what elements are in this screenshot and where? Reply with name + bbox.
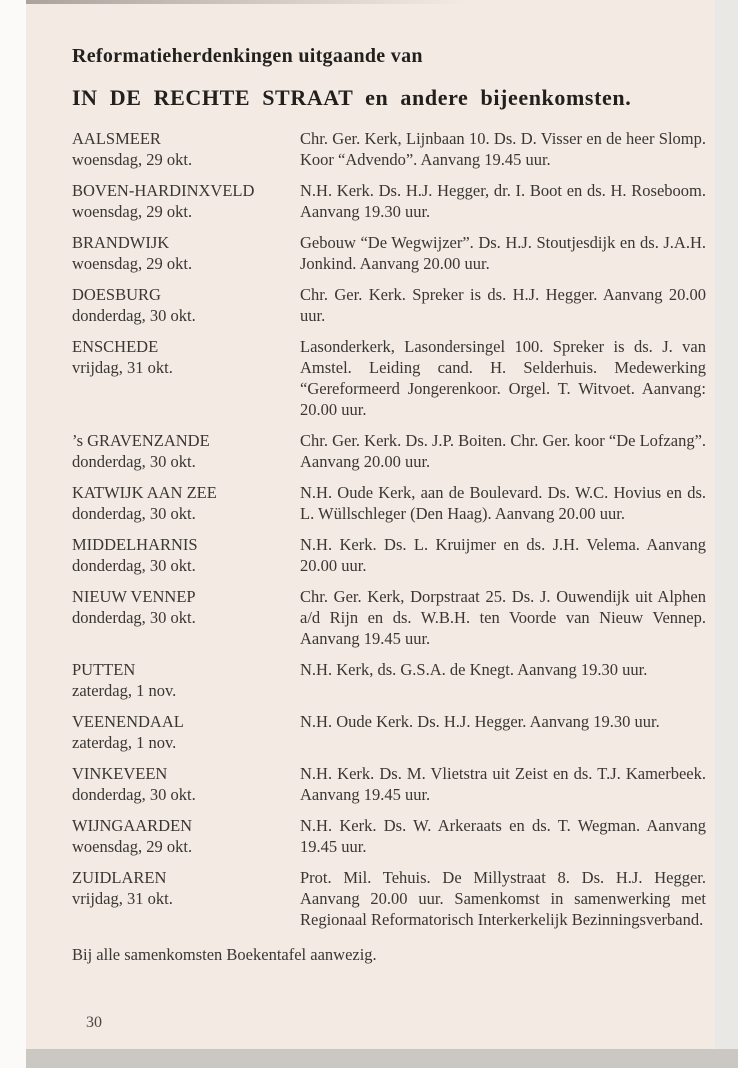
scanned-page (26, 0, 715, 1049)
event-row (72, 867, 706, 930)
event-details: N.H. Kerk. Ds. W. Arkeraats en ds. T. Wegman. Aanvang 19.45 uur. (300, 816, 706, 856)
event-row (72, 482, 706, 524)
event-left-column (72, 867, 300, 930)
event-location: ZUIDLAREN (72, 868, 167, 887)
event-left-column (72, 659, 300, 701)
scan-margin-right (715, 0, 738, 1049)
event-details: Chr. Ger. Kerk. Ds. J.P. Boiten. Chr. Ger. koor “De Lofzang”. Aanvang 20.00 uur. (300, 431, 707, 471)
event-left-column (72, 534, 300, 576)
page-number: 30 (86, 1014, 102, 1031)
event-location: ENSCHEDE (72, 337, 159, 356)
event-details: N.H. Kerk, ds. G.S.A. de Knegt. Aanvang 19.30 uur. (300, 660, 648, 679)
event-left-column (72, 336, 300, 420)
scan-edge-shadow (26, 0, 467, 4)
event-row (72, 711, 706, 753)
event-location: PUTTEN (72, 660, 136, 679)
event-left-column (72, 232, 300, 274)
event-location: NIEUW VENNEP (72, 587, 196, 606)
event-details: N.H. Oude Kerk, aan de Boulevard. Ds. W.C. Hovius en ds. L. Wüllschleger (Den Haag). Aanvang 20.00 uur. (300, 483, 706, 523)
event-location: VINKEVEEN (72, 764, 168, 783)
event-row (72, 232, 706, 274)
event-details: N.H. Kerk. Ds. M. Vlietstra uit Zeist en ds. T.J. Kamerbeek. Aanvang 19.45 uur. (300, 764, 706, 804)
event-details: Lasonderkerk, Lasondersingel 100. Spreker is ds. J. van Amstel. Leiding cand. H. Selderhuis. Medewerking “Gereformeerd Jongerenkoor. Orgel. T. Witvoet. Aanvang: 20.00 uur. (300, 337, 706, 419)
event-row (72, 815, 706, 857)
scan-margin-left (0, 0, 26, 1068)
event-left-column (72, 815, 300, 857)
event-row (72, 659, 706, 701)
event-row (72, 128, 706, 170)
event-left-column (72, 128, 300, 170)
event-left-column (72, 430, 300, 472)
page-subtitle: IN DE RECHTE STRAAT en andere bijeenkomsten. (72, 85, 632, 110)
event-date: zaterdag, 1 nov. (72, 733, 177, 752)
event-date: zaterdag, 1 nov. (72, 681, 177, 700)
event-date: donderdag, 30 okt. (72, 504, 196, 523)
event-location: KATWIJK AAN ZEE (72, 483, 217, 502)
event-location: WIJNGAARDEN (72, 816, 193, 835)
event-row (72, 534, 706, 576)
event-left-column (72, 586, 300, 649)
event-row (72, 430, 706, 472)
event-date: woensdag, 29 okt. (72, 202, 193, 221)
event-details: Chr. Ger. Kerk, Dorpstraat 25. Ds. J. Ouwendijk uit Alphen a/d Rijn en ds. W.B.H. ten Voorde van Nieuw Vennep. Aanvang 19.45 uur. (300, 587, 706, 648)
event-location: MIDDELHARNIS (72, 535, 198, 554)
event-details: N.H. Oude Kerk. Ds. H.J. Hegger. Aanvang 19.30 uur. (300, 712, 660, 731)
event-left-column (72, 763, 300, 805)
event-details: N.H. Kerk. Ds. L. Kruijmer en ds. J.H. Velema. Aanvang 20.00 uur. (300, 535, 706, 575)
event-details: Gebouw “De Wegwijzer”. Ds. H.J. Stoutjesdijk en ds. J.A.H. Jonkind. Aanvang 20.00 uur. (300, 233, 706, 273)
event-left-column (72, 711, 300, 753)
event-row (72, 336, 706, 420)
event-row (72, 284, 706, 326)
event-date: vrijdag, 31 okt. (72, 358, 173, 377)
event-details: Prot. Mil. Tehuis. De Millystraat 8. Ds. H.J. Hegger. Aanvang 20.00 uur. Samenkomst in samenwerking met Regionaal Reformatorisch Interkerkelijk Bezinningsverband. (300, 868, 706, 929)
event-details: Chr. Ger. Kerk, Lijnbaan 10. Ds. D. Visser en de heer Slomp. Koor “Advendo”. Aanvang 19.45 uur. (300, 129, 706, 169)
event-row (72, 180, 706, 222)
event-left-column (72, 284, 300, 326)
event-location: VEENENDAAL (72, 712, 184, 731)
event-date: vrijdag, 31 okt. (72, 889, 173, 908)
event-location: AALSMEER (72, 129, 161, 148)
event-row (72, 586, 706, 649)
event-row (72, 763, 706, 805)
event-date: woensdag, 29 okt. (72, 254, 193, 273)
event-location: BRANDWIJK (72, 233, 170, 252)
event-date: woensdag, 29 okt. (72, 150, 193, 169)
event-date: donderdag, 30 okt. (72, 452, 196, 471)
event-date: donderdag, 30 okt. (72, 608, 196, 627)
event-date: donderdag, 30 okt. (72, 785, 196, 804)
page-title: Reformatieherdenkingen uitgaande van (72, 45, 423, 67)
event-details: N.H. Kerk. Ds. H.J. Hegger, dr. I. Boot en ds. H. Roseboom. Aanvang 19.30 uur. (300, 181, 706, 221)
footer-note: Bij alle samenkomsten Boekentafel aanwezig. (72, 945, 377, 964)
event-details: Chr. Ger. Kerk. Spreker is ds. H.J. Hegger. Aanvang 20.00 uur. (300, 285, 706, 325)
event-date: woensdag, 29 okt. (72, 837, 193, 856)
event-location: ’s GRAVENZANDE (72, 431, 210, 450)
event-location: BOVEN-HARDINXVELD (72, 181, 255, 200)
events-list (72, 128, 706, 930)
event-left-column (72, 180, 300, 222)
event-date: donderdag, 30 okt. (72, 306, 196, 325)
event-date: donderdag, 30 okt. (72, 556, 196, 575)
event-left-column (72, 482, 300, 524)
event-location: DOESBURG (72, 285, 161, 304)
